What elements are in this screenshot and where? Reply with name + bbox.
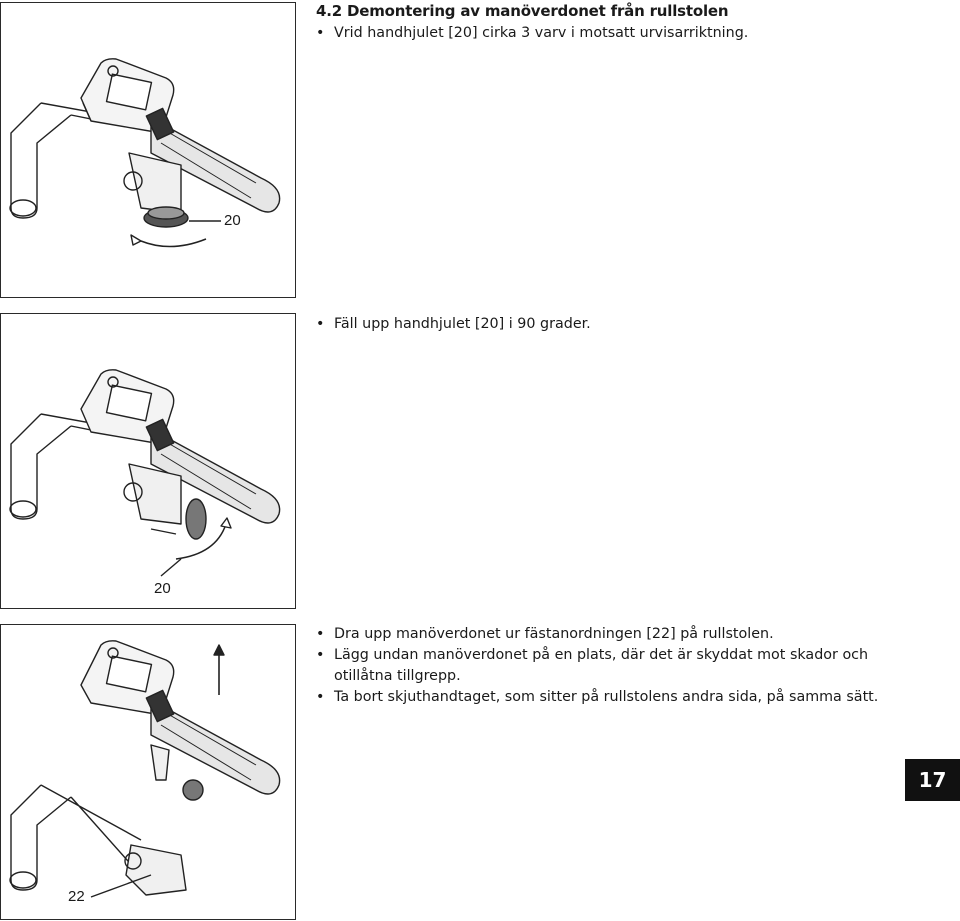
bullet-marker: • [316,316,325,332]
controller-illustration-1 [1,3,297,299]
step-text: Vrid handhjulet [20] cirka 3 varv i motsatt urvisarriktning. [334,25,749,41]
figure-frame-2 [0,313,296,609]
step-list-1 [316,23,748,44]
list-item [316,687,916,708]
controller-illustration-2 [1,314,297,610]
list-item [316,23,748,44]
callout-label: 20 [224,212,241,229]
step-list-2 [316,314,591,335]
bullet-marker: • [316,626,325,642]
step-text: Fäll upp handhjulet [20] i 90 grader. [334,316,591,332]
step-list-3 [316,624,916,708]
figure-frame-3 [0,624,296,920]
controller-illustration-3 [1,625,297,921]
list-item [316,624,916,645]
figure-frame-1 [0,2,296,298]
callout-label: 20 [154,580,171,597]
step-text: Lägg undan manöverdonet på en plats, där det är skyddat mot skador och otillåtna tillgrepp. [334,647,869,684]
section-heading: 4.2 Demontering av manöverdonet från rullstolen [316,2,729,20]
page-number: 17 [905,759,960,801]
step-text: Dra upp manöverdonet ur fästanordningen [22] på rullstolen. [334,626,774,642]
bullet-marker: • [316,25,325,41]
bullet-marker: • [316,647,325,663]
list-item [316,645,916,687]
list-item [316,314,591,335]
bullet-marker: • [316,689,325,705]
callout-label: 22 [68,888,85,905]
step-text: Ta bort skjuthandtaget, som sitter på rullstolens andra sida, på samma sätt. [334,689,879,705]
